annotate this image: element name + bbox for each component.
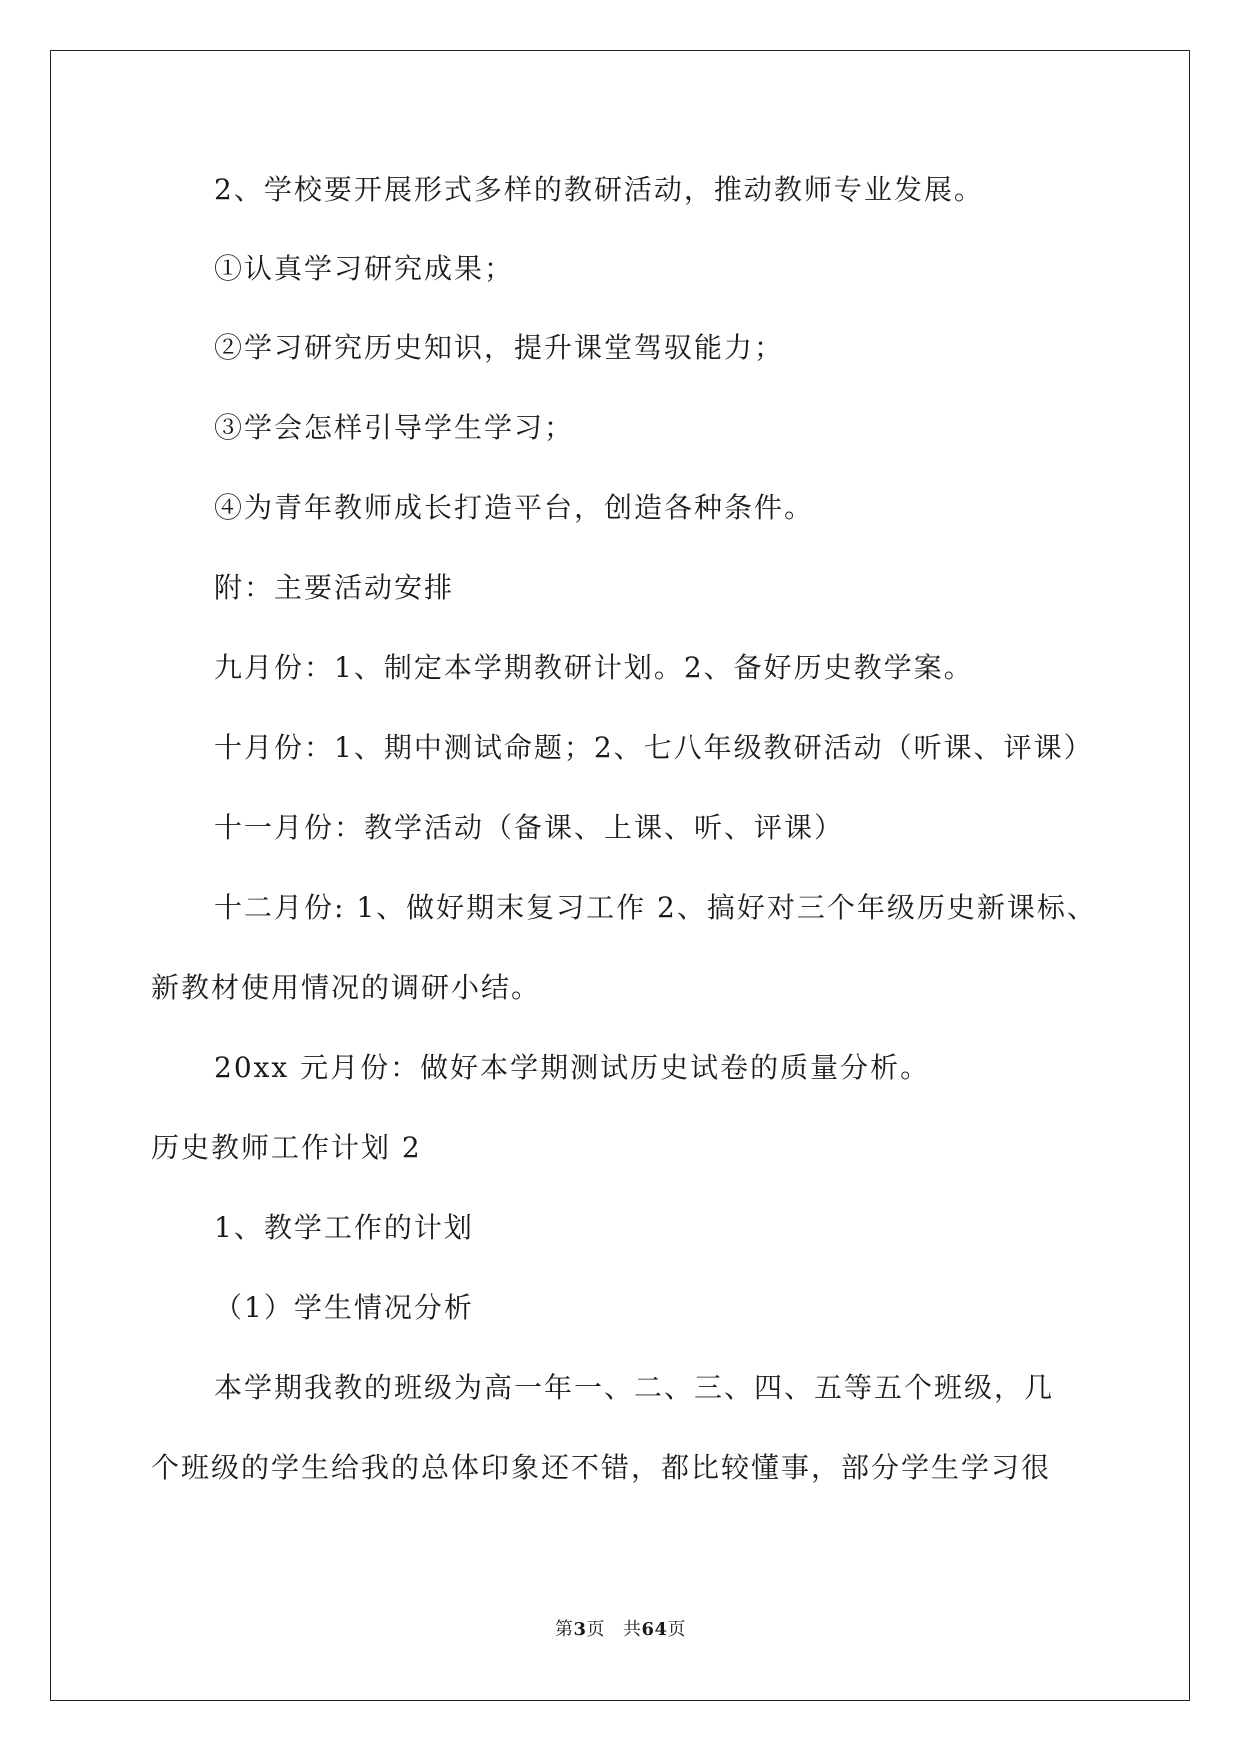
schedule-line: 九月份：1、制定本学期教研计划。2、备好历史教学案。 bbox=[214, 651, 974, 684]
schedule-line: 新教材使用情况的调研小结。 bbox=[151, 971, 542, 1004]
schedule-line: 十二月份: 1、做好期末复习工作 2、搞好对三个年级历史新课标、 bbox=[214, 891, 1097, 924]
footer-total-unit: 页 bbox=[667, 1619, 687, 1640]
document-title: 历史教师工作计划 2 bbox=[151, 1131, 422, 1164]
footer-page-total: 64 bbox=[641, 1619, 668, 1640]
schedule-line: 十一月份：教学活动（备课、上课、听、评课） bbox=[214, 811, 845, 844]
footer-page-current: 3 bbox=[573, 1619, 587, 1640]
footer-page-prefix: 第 bbox=[554, 1619, 574, 1640]
list-item: ④为青年教师成长打造平台，创造各种条件。 bbox=[214, 491, 815, 524]
list-item: ①认真学习研究成果； bbox=[214, 252, 515, 285]
footer-page-unit: 页 bbox=[586, 1619, 605, 1640]
paragraph-line: 个班级的学生给我的总体印象还不错，都比较懂事，部分学生学习很 bbox=[151, 1451, 1052, 1484]
paragraph-line: 本学期我教的班级为高一年一、二、三、四、五等五个班级，几 bbox=[214, 1371, 1055, 1404]
footer-total-prefix: 共 bbox=[622, 1619, 642, 1640]
schedule-line: 20xx 元月份：做好本学期测试历史试卷的质量分析。 bbox=[214, 1051, 931, 1084]
section-heading: 1、教学工作的计划 bbox=[214, 1211, 474, 1244]
list-item: ②学习研究历史知识，提升课堂驾驭能力； bbox=[214, 331, 785, 364]
subsection-heading: （1）学生情况分析 bbox=[214, 1291, 474, 1324]
page-footer bbox=[0, 1618, 1241, 1642]
section-heading: 附：主要活动安排 bbox=[214, 571, 455, 604]
schedule-line: 十月份：1、期中测试命题；2、七八年级教研活动（听课、评课） bbox=[214, 731, 1094, 764]
paragraph-line: 2、学校要开展形式多样的教研活动，推动教师专业发展。 bbox=[214, 173, 984, 206]
list-item: ③学会怎样引导学生学习； bbox=[214, 411, 575, 444]
